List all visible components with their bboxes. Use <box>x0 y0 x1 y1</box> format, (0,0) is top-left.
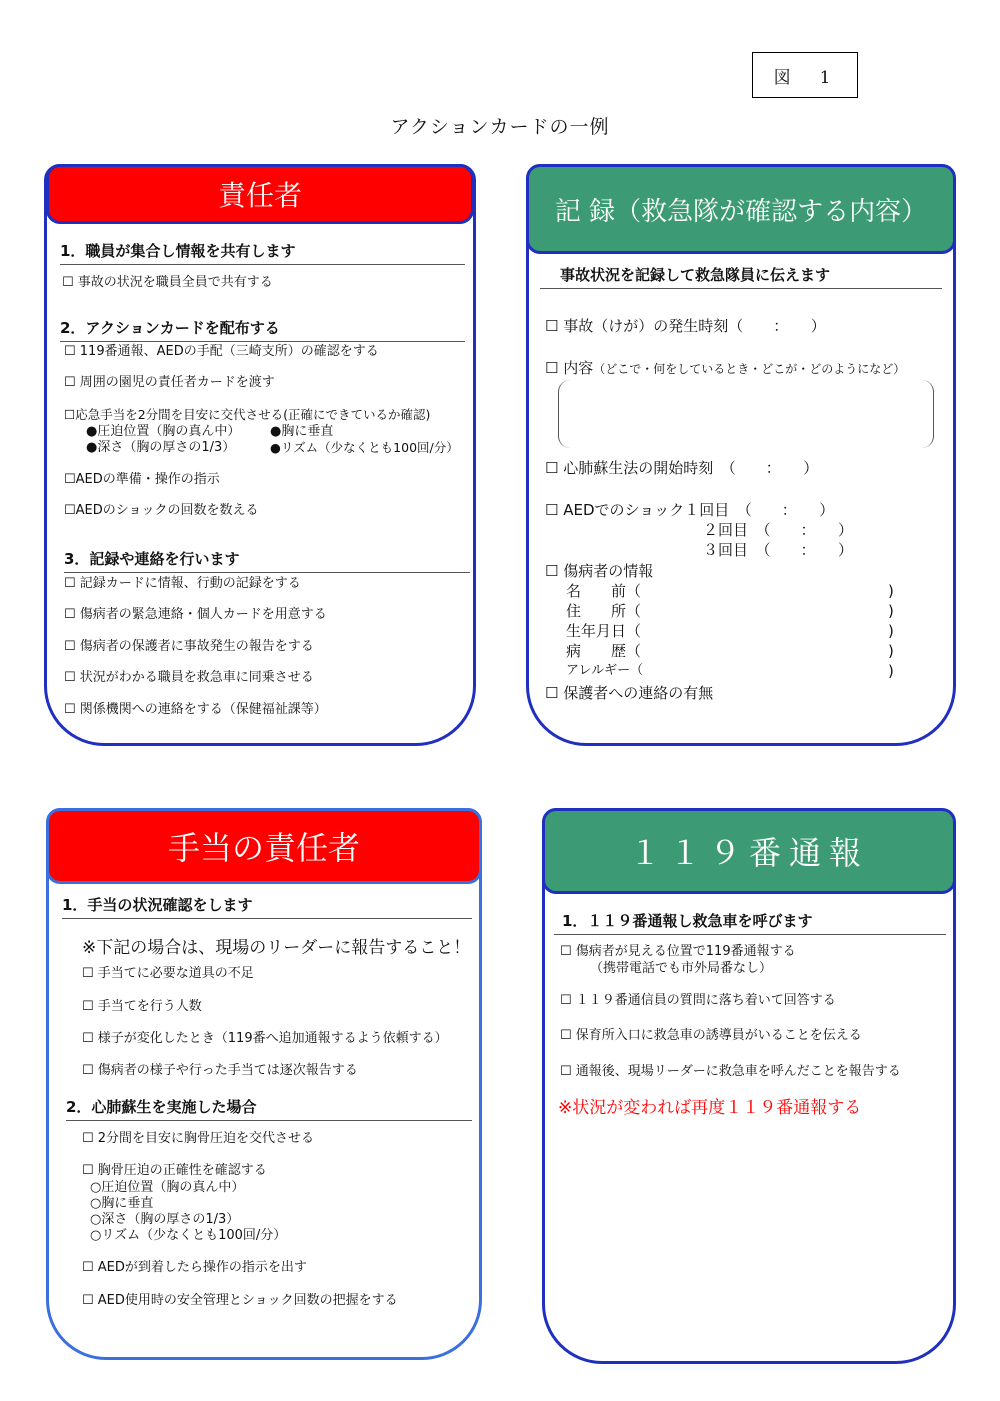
patient-address: 住 所（ <box>566 602 642 620</box>
recall-note: ※状況が変われば再度１１９番通報する <box>558 1098 862 1118</box>
figure-label: 図 1 <box>752 52 858 98</box>
record-field-guardian-contact: ☐ 保護者への連絡の有無 <box>545 684 714 702</box>
checklist-item: ☐ 傷病者の保護者に事故発生の報告をする <box>64 639 314 654</box>
section-heading: 2．心肺蘇生を実施した場合 <box>66 1096 472 1121</box>
checklist-subitem: （携帯電話でも市外局番なし） <box>590 961 773 976</box>
card-emergency-call-title: １１９番通報 <box>628 834 869 872</box>
checklist-subitem: ●胸に垂直 <box>270 424 334 439</box>
card-responsible-person-header <box>46 164 474 224</box>
content-bracket-box <box>558 380 934 448</box>
checklist-item: ☐ 通報後、現場リーダーに救急車を呼んだことを報告する <box>560 1064 901 1079</box>
close-paren: ) <box>888 642 894 660</box>
checklist-item: ☐ 傷病者の緊急連絡・個人カードを用意する <box>64 607 327 622</box>
section-heading: 1．１１９番通報し救急車を呼びます <box>554 910 946 935</box>
close-paren: ) <box>888 662 894 680</box>
section-heading: 1．手当の状況確認をします <box>62 894 472 919</box>
checklist-subitem: ○圧迫位置（胸の真ん中） <box>90 1180 245 1195</box>
section-heading: 2．アクションカードを配布する <box>60 317 465 342</box>
record-field-aed-2: ２回目 （ ： ） <box>703 521 854 539</box>
checklist-subitem: ○深さ（胸の厚さの1/3） <box>90 1212 240 1227</box>
card-first-aid-lead-title: 手当の責任者 <box>167 829 360 867</box>
card-emergency-call-header <box>542 808 956 894</box>
checklist-item: ☐応急手当を2分間を目安に交代させる(正確にできているか確認) <box>64 407 431 422</box>
card-record-heading: 事故状況を記録して救急隊員に伝えます <box>540 264 942 289</box>
card-first-aid-lead <box>46 808 482 1360</box>
checklist-subitem: ●リズム（少なくとも100回/分） <box>270 440 459 455</box>
page-title: アクションカードの一例 <box>390 116 610 138</box>
note-report-leader: ※下記の場合は、現場のリーダーに報告すること！ <box>82 938 471 958</box>
section-heading: 3．記録や連絡を行います <box>64 548 470 573</box>
checklist-subitem: ○リズム（少なくとも100回/分） <box>90 1228 287 1243</box>
checklist-item: ☐ AEDが到着したら操作の指示を出す <box>82 1260 307 1275</box>
close-paren: ) <box>888 582 894 600</box>
patient-birthdate: 生年月日（ <box>566 622 642 640</box>
checklist-item: ☐ 2分間を目安に胸骨圧迫を交代させる <box>82 1131 315 1146</box>
checklist-item: ☐ AED使用時の安全管理とショック回数の把握をする <box>82 1293 398 1308</box>
record-field-content-label: ☐ 内容 <box>545 359 594 377</box>
card-first-aid-lead-header <box>46 808 482 884</box>
record-field-aed-1: ☐ AEDでのショック１回目 （ ： ） <box>545 501 835 519</box>
record-field-content <box>545 358 905 379</box>
card-record-header <box>526 164 956 254</box>
checklist-item: ☐AEDの準備・操作の指示 <box>64 472 220 487</box>
checklist-item: ☐ 傷病者が見える位置で119番通報する <box>560 944 796 959</box>
checklist-subitem: ○胸に垂直 <box>90 1196 154 1211</box>
close-paren: ) <box>888 622 894 640</box>
checklist-item: ☐AEDのショックの回数を数える <box>64 503 259 518</box>
checklist-item: ☐ 様子が変化したとき（119番へ追加通報するよう依頼する） <box>82 1031 448 1046</box>
record-field-time: ☐ 事故（けが）の発生時刻（ ： ） <box>545 317 826 335</box>
checklist-item: ☐ 状況がわかる職員を救急車に同乗させる <box>64 670 314 685</box>
checklist-item: ☐ 傷病者の様子や行った手当ては逐次報告する <box>82 1063 358 1078</box>
record-field-cpr-start: ☐ 心肺蘇生法の開始時刻 （ ： ） <box>545 459 819 477</box>
checklist-item: ☐ 119番通報、AEDの手配（三崎支所）の確認をする <box>64 344 379 359</box>
checklist-item: ☐ 記録カードに情報、行動の記録をする <box>64 576 301 591</box>
close-paren: ) <box>888 602 894 620</box>
record-field-content-hint: （どこで・何をしているとき・どこが・どのようになど） <box>593 362 906 376</box>
checklist-item: ☐ 周囲の園児の責任者カードを渡す <box>64 375 275 390</box>
checklist-item: ☐ 関係機関への連絡をする（保健福祉課等） <box>64 702 327 717</box>
checklist-item: ☐ １１９番通信員の質問に落ち着いて回答する <box>560 993 836 1008</box>
record-field-aed-3: ３回目 （ ： ） <box>703 541 854 559</box>
card-responsible-person-title: 責任者 <box>217 179 302 212</box>
checklist-subitem: ●圧迫位置（胸の真ん中） <box>86 424 241 439</box>
section-heading: 1．職員が集合し情報を共有します <box>60 240 465 265</box>
checklist-item: ☐ 手当てを行う人数 <box>82 999 202 1014</box>
patient-name: 名 前（ <box>566 582 642 600</box>
checklist-item: ☐ 手当てに必要な道具の不足 <box>82 966 254 981</box>
patient-allergy: アレルギー（ <box>566 663 644 678</box>
checklist-item: ☐ 事故の状況を職員全員で共有する <box>62 275 273 290</box>
record-field-patient-info: ☐ 傷病者の情報 <box>545 562 654 580</box>
card-record-title: 記 録（救急隊が確認する内容） <box>554 196 928 227</box>
patient-history: 病 歴（ <box>566 642 642 660</box>
checklist-item: ☐ 保育所入口に救急車の誘導員がいることを伝える <box>560 1028 862 1043</box>
checklist-subitem: ●深さ（胸の厚さの1/3） <box>86 440 236 455</box>
checklist-item: ☐ 胸骨圧迫の正確性を確認する <box>82 1163 267 1178</box>
